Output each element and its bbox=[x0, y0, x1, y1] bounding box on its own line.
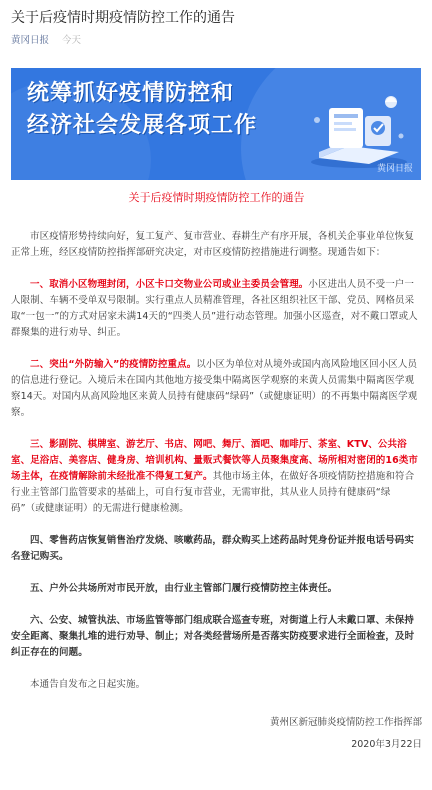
banner-watermark: 黄冈日报 bbox=[376, 164, 413, 174]
banner-headline-line1: 统筹抓好疫情防控和 bbox=[27, 81, 235, 106]
article-meta bbox=[11, 35, 422, 47]
banner-headline-line2: 经济社会发展各项工作 bbox=[27, 113, 258, 138]
item-3-heading: 三、影剧院、棋牌室、游艺厅、书店、网吧、舞厅、酒吧、咖啡厅、茶室、KTV、公共浴室、足浴店、美容店、健身房、培训机构、量贩式餐饮等人员聚集度高、场所相对密闭的16类市场主体，在疫情解除前未经批准不得复工复产。 bbox=[11, 439, 419, 482]
notice-item-1 bbox=[11, 277, 422, 341]
item-2-heading: 二、突出“外防输入”的疫情防控重点。 bbox=[30, 359, 197, 370]
signer: 黄州区新冠肺炎疫情防控工作指挥部 bbox=[269, 717, 422, 728]
banner-image bbox=[11, 68, 421, 180]
item-1-body: 小区进出人员不受一户一人限制、车辆不受单双号限制。实行重点人员精准管理，各社区组织社区干部、党员、网格员采取“一包一”的方式对居家未满14天的“四类人员”进行动态管理。加强小区巡查，对不戴口罩或人群聚集的进行劝导、纠正。 bbox=[11, 279, 418, 338]
notice-item-5: 五、户外公共场所对市民开放，由行业主管部门履行疫情防控主体责任。 bbox=[30, 583, 338, 594]
notice-closing: 本通告自发布之日起实施。 bbox=[30, 679, 146, 690]
sign-date: 2020年3月22日 bbox=[351, 739, 422, 750]
notice-intro: 市区疫情形势持续向好，复工复产、复市营业、春耕生产有序开展，各机关企事业单位恢复正常上班，经区疫情防控指挥部研究决定，对市区疫情防控措施进行调整。现通告如下： bbox=[11, 231, 415, 258]
notice-item-4: 四、零售药店恢复销售治疗发烧、咳嗽药品，群众购买上述药品时凭身份证并报电话号码实名登记购买。 bbox=[11, 535, 415, 562]
source-link[interactable]: 黄冈日报 bbox=[11, 35, 50, 46]
notice-item-3 bbox=[11, 437, 422, 517]
item-1-heading: 一、取消小区物理封闭，小区卡口交物业公司或业主委员会管理。 bbox=[30, 279, 309, 290]
notice-item-2 bbox=[11, 357, 422, 421]
notice-item-6: 六、公安、城管执法、市场监管等部门组成联合巡查专班，对街道上行人未戴口罩、未保持安全距离、聚集扎堆的进行劝导、制止；对各类经营场所是否落实防疫要求进行全面检查，及时纠正存在的问题。 bbox=[11, 615, 415, 658]
item-2-body: 以小区为单位对从境外或国内高风险地区回小区人员的信息进行登记。入境后未在国内其他地方接受集中隔离医学观察的来黄人员需集中隔离医学观察14天。对国内从高风险地区来黄人员持有健康码“绿码”（或健康证明）的不再集中隔离医学观察。 bbox=[11, 359, 418, 418]
publish-date: 今天 bbox=[62, 35, 82, 46]
notice-title: 关于后疫情时期疫情防控工作的通告 bbox=[128, 191, 305, 204]
banner-illustration-icon bbox=[299, 90, 409, 170]
item-3-body: 其他市场主体，在做好各项疫情防控措施和符合行业主管部门监管要求的基础上，可自行复市营业，无需审批，其从业人员持有健康码“绿码”（或健康证明）的无需进行健康检测。 bbox=[11, 471, 415, 514]
article-title: 关于后疫情时期疫情防控工作的通告 bbox=[11, 10, 235, 26]
